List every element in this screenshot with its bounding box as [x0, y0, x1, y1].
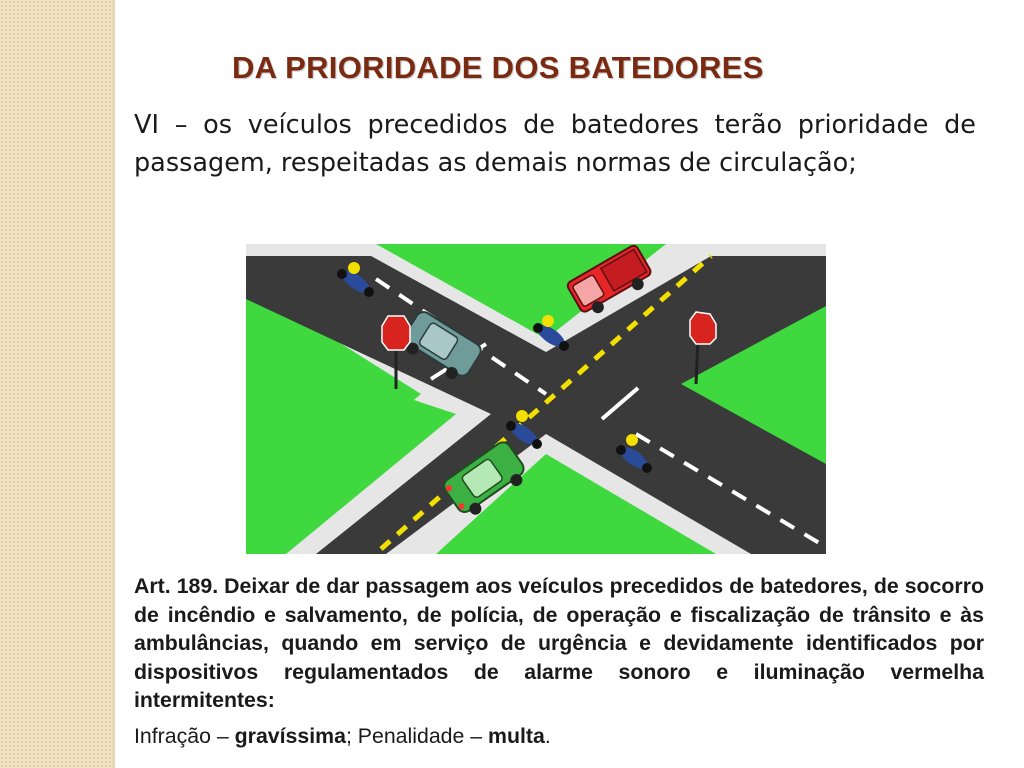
penalty-label: Penalidade – — [357, 724, 489, 748]
side-divider — [112, 0, 115, 768]
penalty-end: . — [544, 724, 551, 748]
article-189-text: Art. 189. Deixar de dar passagem aos veículos precedidos de batedores, de socorro de incêndio e salvamento, de polícia, de operação e fiscalização de trânsito e às ambulâncias, quando em serviço de urgência e devidamente identificados por dispositivos regulamentados de alarme sonoro e iluminação vermelha intermitentes: — [134, 574, 984, 712]
penalty-separator: ; — [345, 724, 358, 748]
infraction-label: Infração – — [134, 724, 235, 748]
slide-title: DA PRIORIDADE DOS BATEDORES — [232, 50, 764, 85]
intersection-drawing — [246, 244, 826, 554]
penalty-line — [134, 722, 984, 751]
penalty-value: multa — [488, 724, 545, 748]
intersection-illustration — [246, 244, 826, 554]
infraction-value: gravíssima — [234, 724, 346, 748]
decorative-side-band — [0, 0, 112, 768]
rule-paragraph: VI – os veículos precedidos de batedores terão prioridade de passagem, respeitadas as demais normas de circulação; — [134, 110, 976, 178]
